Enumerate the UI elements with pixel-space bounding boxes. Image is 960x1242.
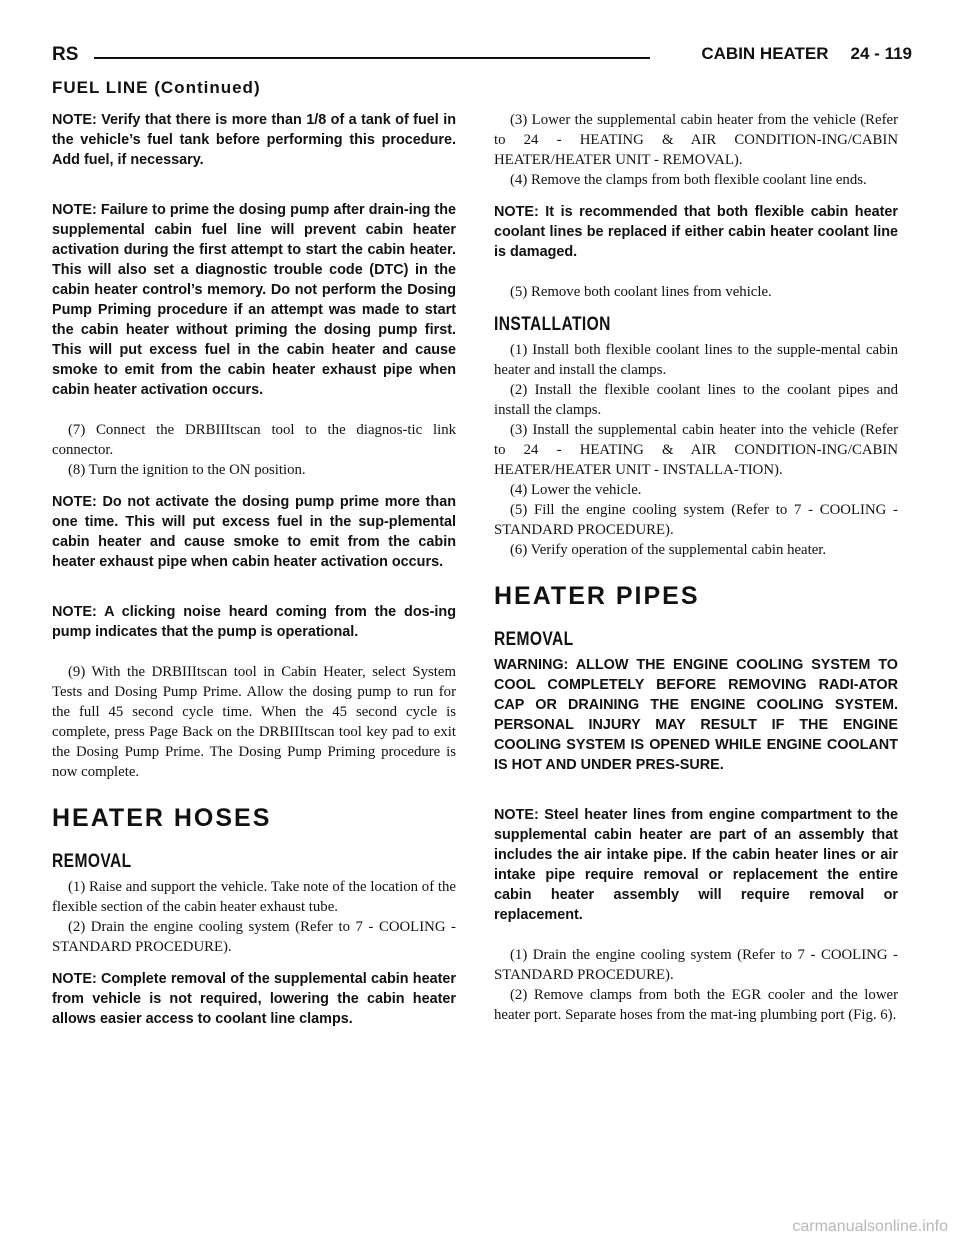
header-rule	[94, 57, 650, 59]
heater-hoses-heading: HEATER HOSES	[52, 804, 272, 832]
removal-step-1: (1) Raise and support the vehicle. Take note of the location of the flexible section of the cabin heater exhaust tube.	[52, 879, 456, 915]
step-8: (8) Turn the ignition to the ON position.	[68, 462, 306, 478]
install-step-1: (1) Install both flexible coolant lines to the supple-mental cabin heater and install the clamps.	[494, 342, 898, 378]
heater-pipes-heading: HEATER PIPES	[494, 582, 700, 610]
note-steel-lines: NOTE: Steel heater lines from engine compartment to the supplemental cabin heater are part of an assembly that includes the air intake pipe. If the cabin heater lines or air intake pipe require removal or replacement the entire cabin heater assembly will require removal or replacement.	[494, 807, 898, 923]
header-page-number: 24 - 119	[850, 44, 912, 63]
removal-step-4: (4) Remove the clamps from both flexible coolant line ends.	[510, 172, 867, 188]
header-code: RS	[52, 44, 79, 65]
removal-step-2: (2) Drain the engine cooling system (Refer to 7 - COOLING - STANDARD PROCEDURE).	[52, 919, 456, 955]
note-complete-removal: NOTE: Complete removal of the supplemental cabin heater from vehicle is not required, lowering the cabin heater allows easier access to coolant line clamps.	[52, 971, 456, 1027]
pipes-step-1: (1) Drain the engine cooling system (Refer to 7 - COOLING - STANDARD PROCEDURE).	[494, 947, 898, 983]
removal-heading: REMOVAL	[52, 851, 132, 872]
left-column	[52, 110, 456, 1049]
note-replace-lines: NOTE: It is recommended that both flexible cabin heater coolant lines be replaced if either cabin heater coolant line is damaged.	[494, 204, 898, 260]
right-column	[494, 110, 898, 1025]
note-clicking-noise: NOTE: A clicking noise heard coming from the dos-ing pump indicates that the pump is operational.	[52, 604, 456, 640]
removal-step-3: (3) Lower the supplemental cabin heater from the vehicle (Refer to 24 - HEATING & AIR CONDITION-ING/CABIN HEATER/HEATER UNIT - REMOVAL).	[494, 112, 898, 168]
install-step-4: (4) Lower the vehicle.	[510, 482, 642, 498]
installation-heading: INSTALLATION	[494, 314, 611, 335]
install-step-3: (3) Install the supplemental cabin heater into the vehicle (Refer to 24 - HEATING & AIR CONDITION-ING/CABIN HEATER/HEATER UNIT - INSTALLA-TION).	[494, 422, 898, 478]
step-9: (9) With the DRBIIItscan tool in Cabin Heater, select System Tests and Dosing Pump Prime. Allow the dosing pump to run for the full 45 second cycle time. When the 45 second cycle is complete, press Page Back on the DRBIIItscan tool key pad to exit the Dosing Pump Prime. The Dosing Pump Priming procedure is now complete.	[52, 664, 456, 780]
note-fuel-level: NOTE: Verify that there is more than 1/8 of a tank of fuel in the vehicle’s fuel tank before performing this procedure. Add fuel, if necessary.	[52, 112, 456, 168]
pipes-step-2: (2) Remove clamps from both the EGR cooler and the lower heater port. Separate hoses from the mat-ing plumbing port (Fig. 6).	[494, 987, 898, 1023]
header-right	[701, 44, 912, 64]
install-step-5: (5) Fill the engine cooling system (Refer to 7 - COOLING - STANDARD PROCEDURE).	[494, 502, 898, 538]
removal-step-5: (5) Remove both coolant lines from vehicle.	[510, 284, 772, 300]
page-header	[52, 44, 912, 70]
warning-cooling-system: WARNING: ALLOW THE ENGINE COOLING SYSTEM TO COOL COMPLETELY BEFORE REMOVING RADI-ATOR CAP OR DRAINING THE ENGINE COOLING SYSTEM. PERSONAL INJURY MAY RESULT IF THE ENGINE COOLING SYSTEM IS OPENED WHILE ENGINE COOLANT IS HOT AND UNDER PRES-SURE.	[494, 657, 898, 773]
note-prime-once: NOTE: Do not activate the dosing pump prime more than one time. This will put excess fuel in the sup-plemental cabin heater and cause smoke to emit from the cabin heater exhaust pipe when cabin heater activation occurs.	[52, 494, 456, 570]
note-prime-failure: NOTE: Failure to prime the dosing pump after drain-ing the supplemental cabin fuel line will prevent cabin heater activation during the first attempt to start the cabin heater. This will also set a diagnostic trouble code (DTC) in the cabin heater control’s memory. Do not perform the Dosing Pump Priming procedure if an attempt was made to start the cabin heater without priming the dosing pump first. This will put excess fuel in the cabin heater and cause smoke to emit from the cabin heater exhaust pipe when cabin heater activation occurs.	[52, 202, 456, 398]
continued-title: FUEL LINE (Continued)	[52, 78, 261, 97]
step-7: (7) Connect the DRBIIItscan tool to the diagnos-tic link connector.	[52, 422, 456, 458]
install-step-6: (6) Verify operation of the supplemental cabin heater.	[510, 542, 827, 558]
pipes-removal-heading: REMOVAL	[494, 629, 574, 650]
watermark: carmanualsonline.info	[792, 1218, 948, 1235]
header-section: CABIN HEATER	[701, 44, 829, 63]
install-step-2: (2) Install the flexible coolant lines to the coolant pipes and install the clamps.	[494, 382, 898, 418]
